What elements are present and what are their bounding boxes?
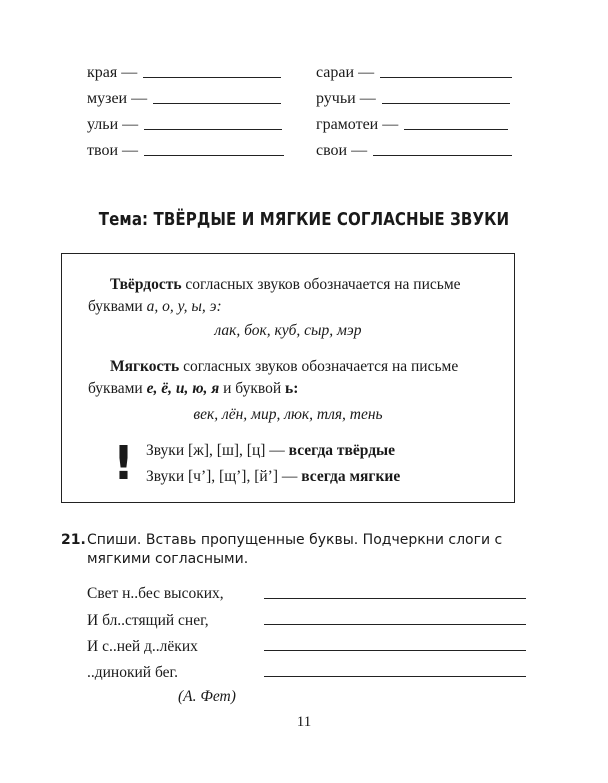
hard-examples: лак, бок, куб, сыр, мэр	[214, 322, 362, 339]
soft-term: Мягкость	[110, 358, 180, 375]
word-pair-right-1	[316, 62, 512, 82]
task-number: 21.	[61, 532, 86, 548]
answer-line[interactable]	[264, 650, 526, 651]
word-pair-left-4	[87, 140, 284, 160]
exclamation-icon: !	[113, 436, 134, 490]
word-pair-right-3	[316, 114, 508, 134]
answer-line[interactable]	[143, 77, 281, 78]
rule-box	[61, 253, 515, 503]
answer-line[interactable]	[144, 129, 282, 130]
word-label: края —	[87, 64, 138, 81]
poem-line-1: Свет н..бес высоких,	[87, 585, 224, 602]
word-label: твои —	[87, 142, 138, 159]
poem-line-4: ..динокий бег.	[87, 664, 179, 681]
answer-line[interactable]	[153, 103, 281, 104]
poem-line-2: И бл..стящий снег,	[87, 612, 209, 629]
word-label: музеи —	[87, 90, 148, 107]
word-pair-right-2	[316, 88, 510, 108]
poem-line-3: И с..ней д..лёких	[87, 638, 198, 655]
word-label: ручьи —	[316, 90, 376, 107]
soft-examples: век, лён, мир, люк, тля, тень	[193, 406, 383, 423]
word-label: свои —	[316, 142, 368, 159]
answer-line[interactable]	[264, 598, 526, 599]
note-hard-sounds: Звуки [ж], [ш], [ц] — всегда твёрдые	[146, 442, 396, 459]
word-label: сараи —	[316, 64, 375, 81]
answer-line[interactable]	[380, 77, 512, 78]
answer-line[interactable]	[144, 155, 284, 156]
poem-author: (А. Фет)	[178, 688, 236, 705]
word-pair-left-1	[87, 62, 281, 82]
task-instruction: Спиши. Вставь пропущенные буквы. Подчеркни слоги с мягкими согласными.	[87, 532, 503, 567]
answer-line[interactable]	[264, 624, 526, 625]
word-label: грамотеи —	[316, 116, 399, 133]
word-label: ульи —	[87, 116, 139, 133]
soft-consonants-rule: Мягкость согласных звуков обозначается на письме буквами е, ё, и, ю, я и буквой ь:	[88, 358, 459, 397]
topic-heading: Тема: ТВЁРДЫЕ И МЯГКИЕ СОГЛАСНЫЕ ЗВУКИ	[98, 210, 510, 230]
note-soft-sounds: Звуки [ч’], [щ’], [й’] — всегда мягкие	[146, 468, 401, 485]
word-pair-left-2	[87, 88, 281, 108]
hard-term: Твёрдость	[110, 276, 182, 293]
answer-line[interactable]	[264, 676, 526, 677]
hard-letters: а, о, у, ы, э:	[146, 298, 222, 315]
answer-line[interactable]	[404, 129, 508, 130]
answer-line[interactable]	[382, 103, 510, 104]
answer-line[interactable]	[373, 155, 512, 156]
word-pair-left-3	[87, 114, 282, 134]
soft-sign-letter: ь:	[285, 380, 299, 397]
soft-letters: е, ё, и, ю, я	[146, 380, 220, 397]
word-pair-right-4	[316, 140, 512, 160]
page-number: 11	[296, 714, 312, 730]
hard-consonants-rule: Твёрдость согласных звуков обозначается на письме буквами а, о, у, ы, э:	[88, 276, 461, 315]
